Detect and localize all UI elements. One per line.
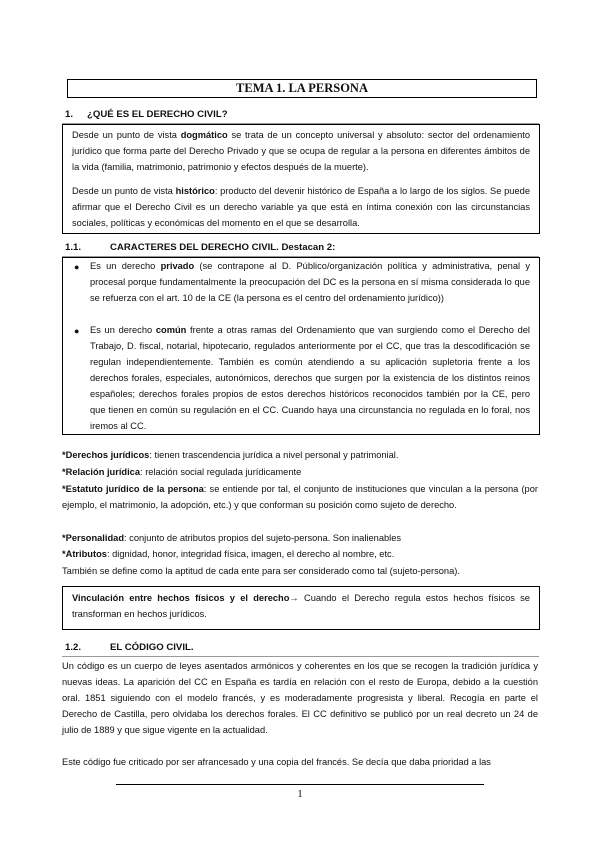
definition-personalidad: *Personalidad: conjunto de atributos propios del sujeto-persona. Son inalienables: [62, 533, 402, 543]
vinculacion-text: Vinculación entre hechos físicos y el derecho→ Cuando el Derecho regula estos hechos físicos se transforman en hechos jurídicos.: [72, 593, 530, 619]
paragraph-dogmatic: Desde un punto de vista dogmático se trata de un concepto universal y absoluto: sector del ordenamiento jurídico que forma parte del Derecho Privado y que se ocupa de regular a la persona en diferentes ámbitos de la vida (familia, matrimonio, patrimonio y efectos después de la muerte).: [72, 130, 530, 172]
definition-estatuto-juridico: *Estatuto jurídico de la persona: se entiende por tal, el conjunto de instituciones que vinculan a la persona (por ejemplo, el matrimonio, la adopción, etc.) y que conforman su posición como sujeto de derecho.: [62, 484, 538, 510]
section-1-1-heading: 1.1. CARACTERES DEL DERECHO CIVIL. Destacan 2:: [65, 242, 336, 253]
paragraph-codigo-criticado: Este código fue criticado por ser afrancesado y una copia del francés. Se decía que daba prioridad a las: [62, 757, 491, 767]
bullet-item-private: Es un derecho privado (se contrapone al D. Público/organización política y administrativa, penal y procesal porque fundamentalmente la preocupación del DC es la persona en sí misma considerada lo que se refuerza con el art. 10 de la CE (la persona es el centro del ordenamiento jurídico)): [90, 261, 530, 303]
footer-rule: [116, 784, 484, 785]
definition-aptitud: También se define como la aptitud de cada ente para ser considerado como tal (sujeto-persona).: [62, 566, 460, 576]
section-1-heading: 1. ¿QUÉ ES EL DERECHO CIVIL?: [65, 109, 228, 120]
bullet-icon: ●: [74, 326, 80, 336]
bullet-item-common: Es un derecho común frente a otras ramas del Ordenamiento que van surgiendo como el Derecho del Trabajo, D. fiscal, notarial, hipotecario, regulados anteriormente por el CC, que tras la descodificación se regulan independientemente. También es común atendiendo a su aplicación supletoria frente a los derechos forales, especiales, autonómicos, derechos que surgen por la existencia de los distintos reinos españoles; derechos forales propios de estos derechos históricos reconocidos también por la CE, pero que tienen en común su regulación en el CC. Cuando haya una circunstancia no regulada en lo foral, nos iremos al CC.: [90, 325, 530, 431]
section-1-2-heading: 1.2. EL CÓDIGO CIVIL.: [65, 642, 194, 653]
definition-atributos: *Atributos: dignidad, honor, integridad física, imagen, el derecho al nombre, etc.: [62, 549, 395, 559]
paragraph-historic: Desde un punto de vista histórico: producto del devenir histórico de España a lo largo de los siglos. Se puede afirmar que el Derecho Civil es un derecho variable ya que está en íntima conexión con las circunstancias sociales, políticas y económicas del momento en el que se desarrolla.: [72, 186, 530, 228]
definition-relacion-juridica: *Relación jurídica: relación social regulada jurídicamente: [62, 467, 302, 477]
document-title: TEMA 1. LA PERSONA: [67, 79, 537, 98]
section-rule: [62, 656, 539, 657]
page-number: 1: [297, 788, 303, 800]
bullet-icon: ●: [74, 262, 80, 272]
definition-derechos-juridicos: *Derechos jurídicos: tienen trascendencia jurídica a nivel personal y patrimonial.: [62, 450, 399, 460]
paragraph-codigo-civil: Un código es un cuerpo de leyes asentados armónicos y coherentes en los que se recogen la tradición jurídica y nuevas ideas. La aparición del CC en España es tardía en relación con el resto de Europa, debido a la cuestión oral. 1851 siguiendo con el modelo francés, y es moderadamente progresista y liberal. Recogía en parte el Derecho de Castilla, pero olvidaba los derechos forales. El CC definitivo se publicó por un real decreto un 24 de julio de 1889 y que sigue vigente en la actualidad.: [62, 661, 538, 735]
arrow-right-icon: →: [289, 593, 299, 603]
